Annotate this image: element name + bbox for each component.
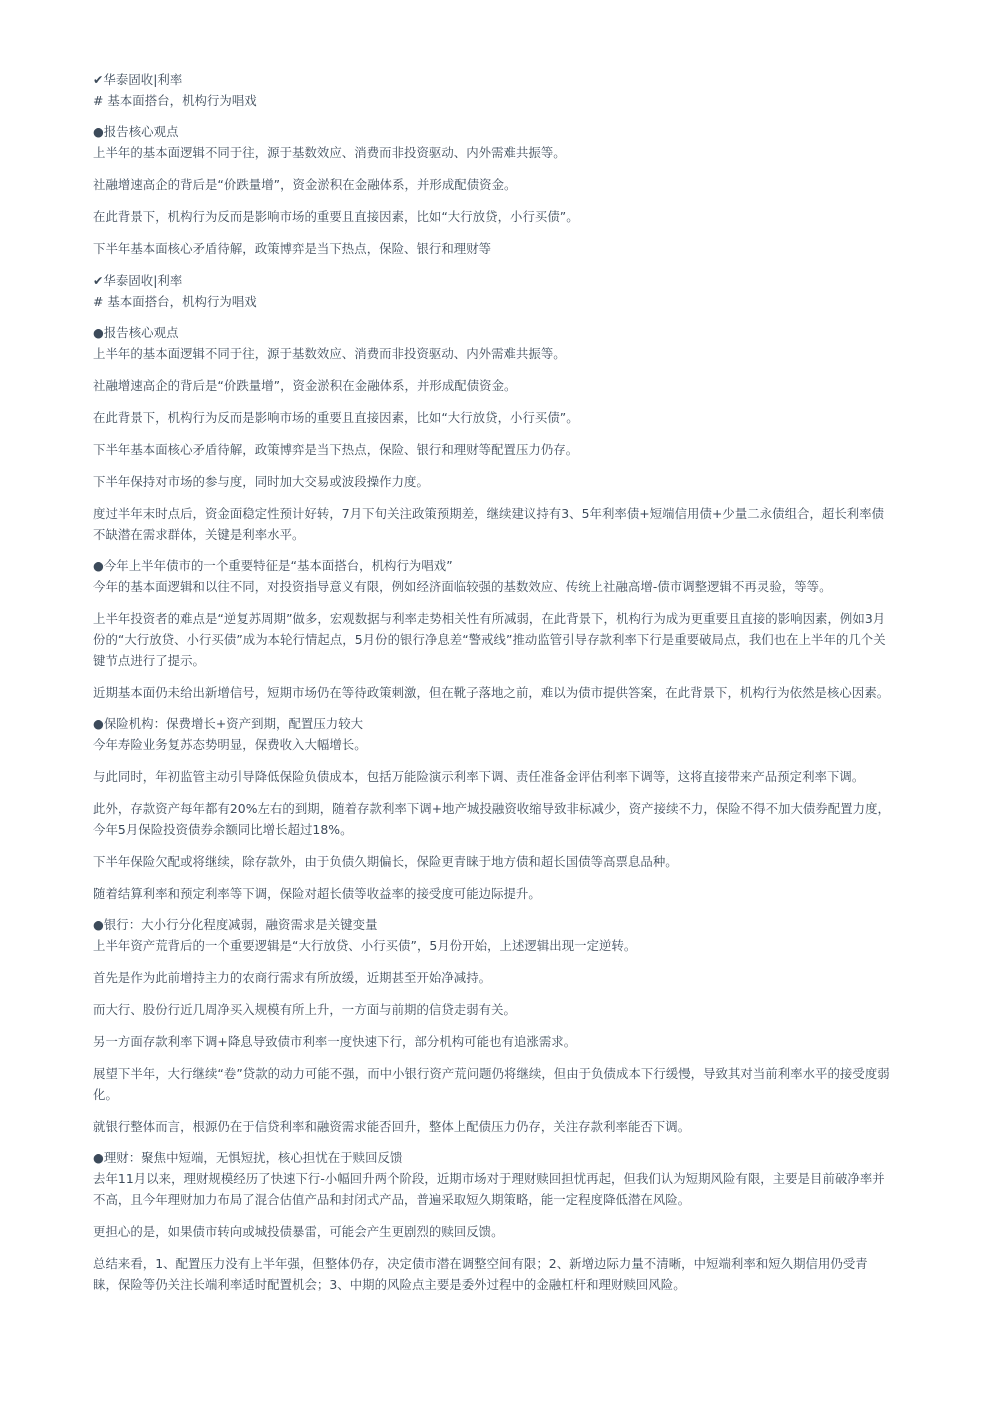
block-3 [93,555,945,703]
document-body [93,69,945,1295]
paragraph-line: 不高，且今年理财加力布局了混合估值产品和封闭式产品，普遍采取短久期策略，能一定程度降低潜在风险。 [93,1192,691,1207]
paragraph: 下半年基本面核心矛盾待解，政策博弈是当下热点，保险、银行和理财等 [93,241,492,256]
paragraph: 上半年资产荒背后的一个重要逻辑是“大行放贷、小行买债”，5月份开始，上述逻辑出现一定逆转。 [93,938,637,953]
paragraph-line: 键节点进行了提示。 [93,653,205,668]
paragraph-line: 今年5月保险投资债券余额同比增长超过18%。 [93,822,353,837]
hashtag-subtitle: # 基本面搭台，机构行为唱戏 [93,294,257,309]
block-5 [93,914,945,1137]
brand-header: ✔华泰固收|利率 [93,72,183,87]
block-4 [93,713,945,904]
paragraph: 上半年的基本面逻辑不同于往，源于基数效应、消费而非投资驱动、内外需难共振等。 [93,346,566,361]
paragraph: 下半年保持对市场的参与度，同时加大交易或波段操作力度。 [93,474,429,489]
hashtag-subtitle: # 基本面搭台，机构行为唱戏 [93,93,257,108]
paragraph: 与此同时，年初监管主动引导降低保险负债成本，包括万能险演示利率下调、责任准备金评估利率下调等，这将直接带来产品预定利率下调。 [93,769,865,784]
section-heading: ●理财：聚焦中短端，无惧短扰，核心担忧在于赎回反馈 [93,1150,403,1165]
brand-header: ✔华泰固收|利率 [93,273,183,288]
paragraph: 在此背景下，机构行为反而是影响市场的重要且直接因素，比如“大行放贷，小行买债”。 [93,209,579,224]
paragraph: 另一方面存款利率下调+降息导致债市利率一度快速下行，部分机构可能也有追涨需求。 [93,1034,577,1049]
section-heading: ●保险机构：保费增长+资产到期，配置压力较大 [93,716,364,731]
paragraph-line: 不缺潜在需求群体，关键是利率水平。 [93,527,305,542]
paragraph: 上半年的基本面逻辑不同于往，源于基数效应、消费而非投资驱动、内外需难共振等。 [93,145,566,160]
paragraph-line: 上半年投资者的难点是“逆复苏周期”做多，宏观数据与利率走势相关性有所减弱，在此背景下，机构行为成为更重要且直接的影响因素，例如3月 [93,611,886,626]
section-heading: ●银行：大小行分化程度减弱，融资需求是关键变量 [93,917,378,932]
paragraph: 更担心的是，如果债市转向或城投债暴雷，可能会产生更剧烈的赎回反馈。 [93,1224,504,1239]
paragraph: 今年的基本面逻辑和以往不同，对投资指导意义有限，例如经济面临较强的基数效应、传统上社融高增-债市调整逻辑不再灵验，等等。 [93,579,832,594]
block-6 [93,1147,945,1295]
paragraph: 社融增速高企的背后是“价跌量增”，资金淤积在金融体系，并形成配债资金。 [93,177,517,192]
paragraph [93,1253,945,1295]
paragraph-line: 此外，存款资产每年都有20%左右的到期，随着存款利率下调+地产城投融资收缩导致非标减少，资产接续不力，保险不得不加大债券配置力度， [93,801,890,816]
paragraph: 随着结算利率和预定利率等下调，保险对超长债等收益率的接受度可能边际提升。 [93,886,541,901]
paragraph: 在此背景下，机构行为反而是影响市场的重要且直接因素，比如“大行放贷，小行买债”。 [93,410,579,425]
paragraph-line: 去年11月以来，理财规模经历了快速下行-小幅回升两个阶段，近期市场对于理财赎回担忧再起，但我们认为短期风险有限，主要是目前破净率并 [93,1171,885,1186]
paragraph [93,1063,945,1105]
paragraph: 下半年基本面核心矛盾待解，政策博弈是当下热点，保险、银行和理财等配置压力仍存。 [93,442,579,457]
section-heading: ●今年上半年债市的一个重要特征是“基本面搭台，机构行为唱戏” [93,558,453,573]
paragraph: 社融增速高企的背后是“价跌量增”，资金淤积在金融体系，并形成配债资金。 [93,378,517,393]
paragraph: 就银行整体而言，根源仍在于信贷利率和融资需求能否回升，整体上配债压力仍存，关注存款利率能否下调。 [93,1119,691,1134]
paragraph-line: 睐，保险等仍关注长端利率适时配置机会；3、中期的风险点主要是委外过程中的金融杠杆和理财赎回风险。 [93,1277,686,1292]
paragraph-line: 化。 [93,1087,118,1102]
section-heading: ●报告核心观点 [93,124,179,139]
paragraph: 近期基本面仍未给出新增信号，短期市场仍在等待政策刺激，但在靴子落地之前，难以为债市提供答案，在此背景下，机构行为依然是核心因素。 [93,685,890,700]
paragraph-line: 份的“大行放贷、小行买债”成为本轮行情起点，5月份的银行净息差“警戒线”推动监管引导存款利率下行是重要破局点，我们也在上半年的几个关 [93,632,886,647]
paragraph-line: 总结来看，1、配置压力没有上半年强，但整体仍存，决定债市潜在调整空间有限；2、新增边际力量不清晰，中短端利率和短久期信用仍受青 [93,1256,868,1271]
block-2 [93,270,945,545]
paragraph [93,1168,945,1210]
block-1 [93,69,945,259]
paragraph [93,503,945,545]
section-heading: ●报告核心观点 [93,325,179,340]
paragraph-line: 度过半年末时点后，资金面稳定性预计好转，7月下旬关注政策预期差，继续建议持有3、5年利率债+短端信用债+少量二永债组合，超长利率债 [93,506,885,521]
paragraph [93,798,945,840]
paragraph: 而大行、股份行近几周净买入规模有所上升，一方面与前期的信贷走弱有关。 [93,1002,516,1017]
paragraph: 下半年保险欠配或将继续，除存款外，由于负债久期偏长，保险更青睐于地方债和超长国债等高票息品种。 [93,854,678,869]
paragraph-line: 展望下半年，大行继续“卷”贷款的动力可能不强，而中小银行资产荒问题仍将继续，但由于负债成本下行缓慢，导致其对当前利率水平的接受度弱 [93,1066,890,1081]
paragraph [93,608,945,671]
paragraph: 今年寿险业务复苏态势明显，保费收入大幅增长。 [93,737,367,752]
paragraph: 首先是作为此前增持主力的农商行需求有所放缓，近期甚至开始净减持。 [93,970,492,985]
